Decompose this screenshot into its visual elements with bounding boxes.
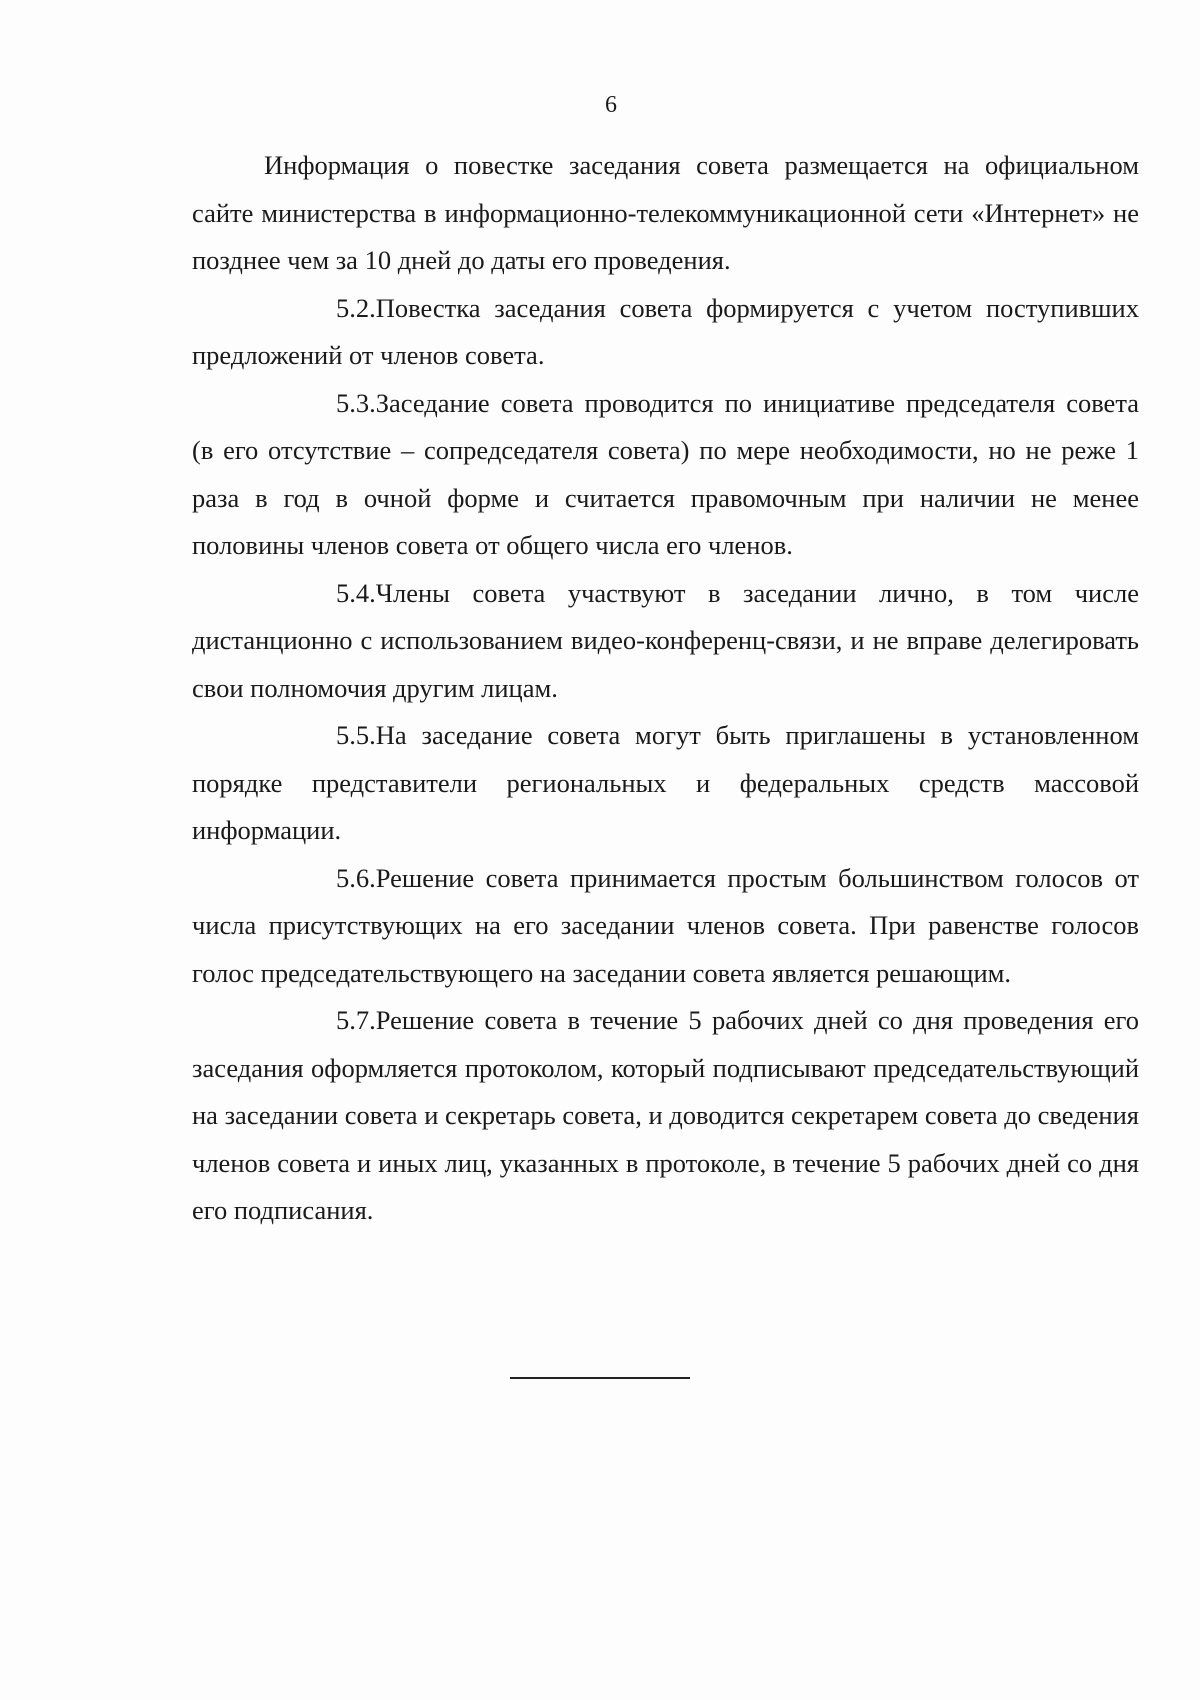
paragraph-info-agenda bbox=[192, 142, 1139, 285]
end-of-document-rule bbox=[510, 1377, 690, 1379]
paragraph-5-7 bbox=[192, 997, 1139, 1235]
paragraph-5-4 bbox=[192, 570, 1139, 713]
page-number: 6 bbox=[605, 92, 617, 118]
paragraph-5-3 bbox=[192, 380, 1139, 570]
paragraph-number: 5.5. bbox=[336, 720, 376, 750]
paragraph-number: 5.2. bbox=[336, 292, 376, 323]
paragraph-5-2 bbox=[192, 285, 1139, 380]
paragraph-number: 5.3. bbox=[336, 387, 376, 418]
paragraph-text: Члены совета участвуют в заседании лично, в том числе дистанционно с использованием видео-конференц-связи, и не вправе делегировать свои полномочия другим лицам. bbox=[192, 577, 1139, 703]
paragraph-5-6 bbox=[192, 855, 1139, 998]
paragraph-text: На заседание совета могут быть приглашены в установленном порядке представители региональных и федеральных средств массовой информации. bbox=[192, 720, 1139, 845]
paragraph-5-5 bbox=[192, 712, 1139, 855]
document-body bbox=[192, 142, 1139, 1235]
paragraph-number: 5.7. bbox=[336, 1005, 376, 1035]
paragraph-number: 5.6. bbox=[336, 862, 376, 893]
paragraph-text: Решение совета принимается простым большинством голосов от числа присутствующих на его заседании членов совета. При равенстве голосов голос председательствующего на заседании совета является решающим. bbox=[192, 862, 1139, 988]
paragraph-number: 5.4. bbox=[336, 577, 376, 608]
paragraph-text: Решение совета в течение 5 рабочих дней со дня проведения его заседания оформляется протоколом, который подписывают председательствующий на заседании совета и секретарь совета, и доводится секретарем совета до сведения членов совета и иных лиц, указанных в протоколе, в течение 5 рабочих дней со дня его подписания. bbox=[192, 1005, 1139, 1225]
paragraph-text: Заседание совета проводится по инициативе председателя совета (в его отсутствие – сопредседателя совета) по мере необходимости, но не реже 1 раза в год в очной форме и считается правомочным при наличии не менее половины членов совета от общего числа его членов. bbox=[192, 387, 1139, 560]
paragraph-text: Повестка заседания совета формируется с учетом поступивших предложений от членов совета. bbox=[192, 292, 1139, 370]
paragraph-text: Информация о повестке заседания совета размещается на официальном сайте министерства в информационно-телекоммуникационной сети «Интернет» не позднее чем за 10 дней до даты его проведения. bbox=[192, 150, 1139, 275]
